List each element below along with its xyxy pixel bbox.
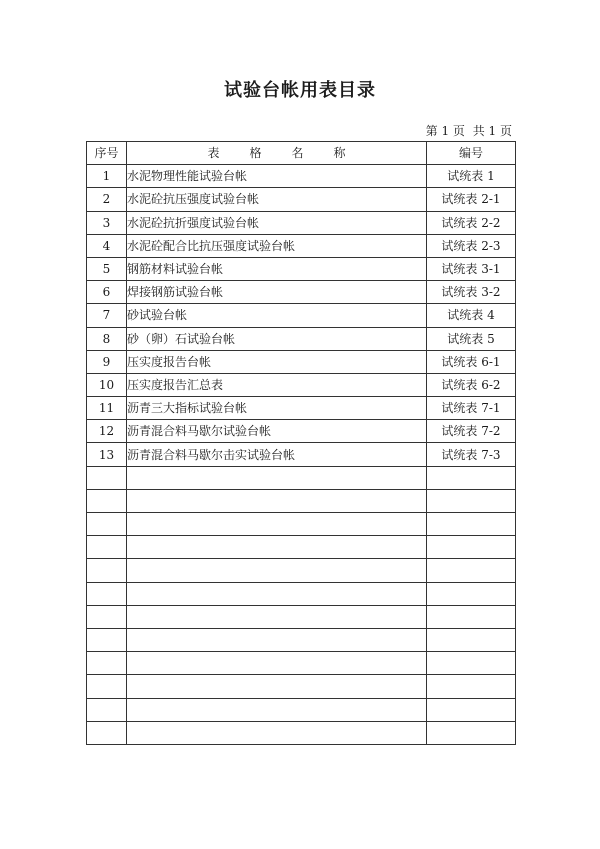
column-header-no: 序号 xyxy=(87,142,127,165)
row-form-name xyxy=(127,559,427,582)
row-form-code xyxy=(427,466,516,489)
row-form-name xyxy=(127,489,427,512)
table-row xyxy=(87,397,516,420)
row-form-code xyxy=(427,582,516,605)
row-form-code xyxy=(427,513,516,536)
row-form-name: 水泥砼抗压强度试验台帐 xyxy=(127,188,427,211)
row-form-code: 试统表 6-2 xyxy=(427,373,516,396)
table-row xyxy=(87,420,516,443)
row-form-code: 试统表 7-1 xyxy=(427,397,516,420)
column-header-code: 编号 xyxy=(427,142,516,165)
row-form-code: 试统表 5 xyxy=(427,327,516,350)
row-form-code xyxy=(427,628,516,651)
row-number: 6 xyxy=(87,281,127,304)
table-header-row xyxy=(87,142,516,165)
table-row xyxy=(87,211,516,234)
row-form-name: 水泥砼抗折强度试验台帐 xyxy=(127,211,427,234)
row-number: 4 xyxy=(87,234,127,257)
table-row xyxy=(87,513,516,536)
table-row xyxy=(87,721,516,744)
row-form-name: 水泥砼配合比抗压强度试验台帐 xyxy=(127,234,427,257)
page-total: 共 1 页 xyxy=(472,124,512,138)
row-form-code xyxy=(427,559,516,582)
row-number: 5 xyxy=(87,257,127,280)
row-number xyxy=(87,513,127,536)
row-form-code xyxy=(427,721,516,744)
row-number: 1 xyxy=(87,165,127,188)
table-row xyxy=(87,257,516,280)
row-form-name: 砂试验台帐 xyxy=(127,304,427,327)
table-row xyxy=(87,373,516,396)
table-row xyxy=(87,443,516,466)
row-form-code: 试统表 6-1 xyxy=(427,350,516,373)
table-row xyxy=(87,188,516,211)
row-form-name: 沥青混合料马歇尔击实试验台帐 xyxy=(127,443,427,466)
table-row xyxy=(87,165,516,188)
row-number: 13 xyxy=(87,443,127,466)
page-title: 试验台帐用表目录 xyxy=(224,80,376,101)
row-number: 8 xyxy=(87,327,127,350)
table-row xyxy=(87,466,516,489)
table-body xyxy=(87,165,516,745)
page-info xyxy=(422,122,512,139)
row-number: 9 xyxy=(87,350,127,373)
row-form-name: 压实度报告汇总表 xyxy=(127,373,427,396)
table-row xyxy=(87,698,516,721)
row-form-name: 沥青混合料马歇尔试验台帐 xyxy=(127,420,427,443)
table-row xyxy=(87,304,516,327)
row-form-code: 试统表 7-2 xyxy=(427,420,516,443)
row-number xyxy=(87,559,127,582)
row-form-name xyxy=(127,652,427,675)
row-number: 10 xyxy=(87,373,127,396)
row-form-code xyxy=(427,698,516,721)
table-row xyxy=(87,327,516,350)
form-catalog-table xyxy=(86,141,516,745)
row-form-name xyxy=(127,605,427,628)
row-form-code xyxy=(427,536,516,559)
table-row xyxy=(87,652,516,675)
row-form-code: 试统表 2-1 xyxy=(427,188,516,211)
row-form-name xyxy=(127,466,427,489)
row-number xyxy=(87,652,127,675)
row-form-name: 沥青三大指标试验台帐 xyxy=(127,397,427,420)
row-number xyxy=(87,536,127,559)
row-form-name xyxy=(127,698,427,721)
row-form-name xyxy=(127,582,427,605)
table-row xyxy=(87,559,516,582)
column-header-name: 表格名称 xyxy=(127,142,427,165)
row-form-name xyxy=(127,628,427,651)
row-form-name: 压实度报告台帐 xyxy=(127,350,427,373)
row-form-code: 试统表 1 xyxy=(427,165,516,188)
table-row xyxy=(87,536,516,559)
row-number xyxy=(87,628,127,651)
table-row xyxy=(87,281,516,304)
row-form-name: 钢筋材料试验台帐 xyxy=(127,257,427,280)
row-number xyxy=(87,698,127,721)
table-row xyxy=(87,582,516,605)
row-number xyxy=(87,466,127,489)
row-number: 12 xyxy=(87,420,127,443)
table-row xyxy=(87,489,516,512)
row-form-code: 试统表 2-3 xyxy=(427,234,516,257)
row-number xyxy=(87,489,127,512)
row-form-name xyxy=(127,675,427,698)
row-form-code xyxy=(427,675,516,698)
row-form-name: 砂（卵）石试验台帐 xyxy=(127,327,427,350)
row-form-code xyxy=(427,605,516,628)
table-row xyxy=(87,628,516,651)
row-form-code: 试统表 2-2 xyxy=(427,211,516,234)
table-row xyxy=(87,350,516,373)
table-row xyxy=(87,605,516,628)
row-form-name: 水泥物理性能试验台帐 xyxy=(127,165,427,188)
row-number xyxy=(87,605,127,628)
row-number xyxy=(87,721,127,744)
row-form-code xyxy=(427,489,516,512)
table-row xyxy=(87,675,516,698)
row-form-name xyxy=(127,513,427,536)
row-form-code: 试统表 3-1 xyxy=(427,257,516,280)
row-number: 7 xyxy=(87,304,127,327)
row-number xyxy=(87,675,127,698)
page-number: 第 1 页 xyxy=(425,124,465,138)
row-form-code xyxy=(427,652,516,675)
row-form-name: 焊接钢筋试验台帐 xyxy=(127,281,427,304)
row-form-name xyxy=(127,721,427,744)
row-form-name xyxy=(127,536,427,559)
row-number: 11 xyxy=(87,397,127,420)
table-row xyxy=(87,234,516,257)
row-form-code: 试统表 3-2 xyxy=(427,281,516,304)
row-form-code: 试统表 7-3 xyxy=(427,443,516,466)
row-number: 2 xyxy=(87,188,127,211)
row-number: 3 xyxy=(87,211,127,234)
row-number xyxy=(87,582,127,605)
row-form-code: 试统表 4 xyxy=(427,304,516,327)
